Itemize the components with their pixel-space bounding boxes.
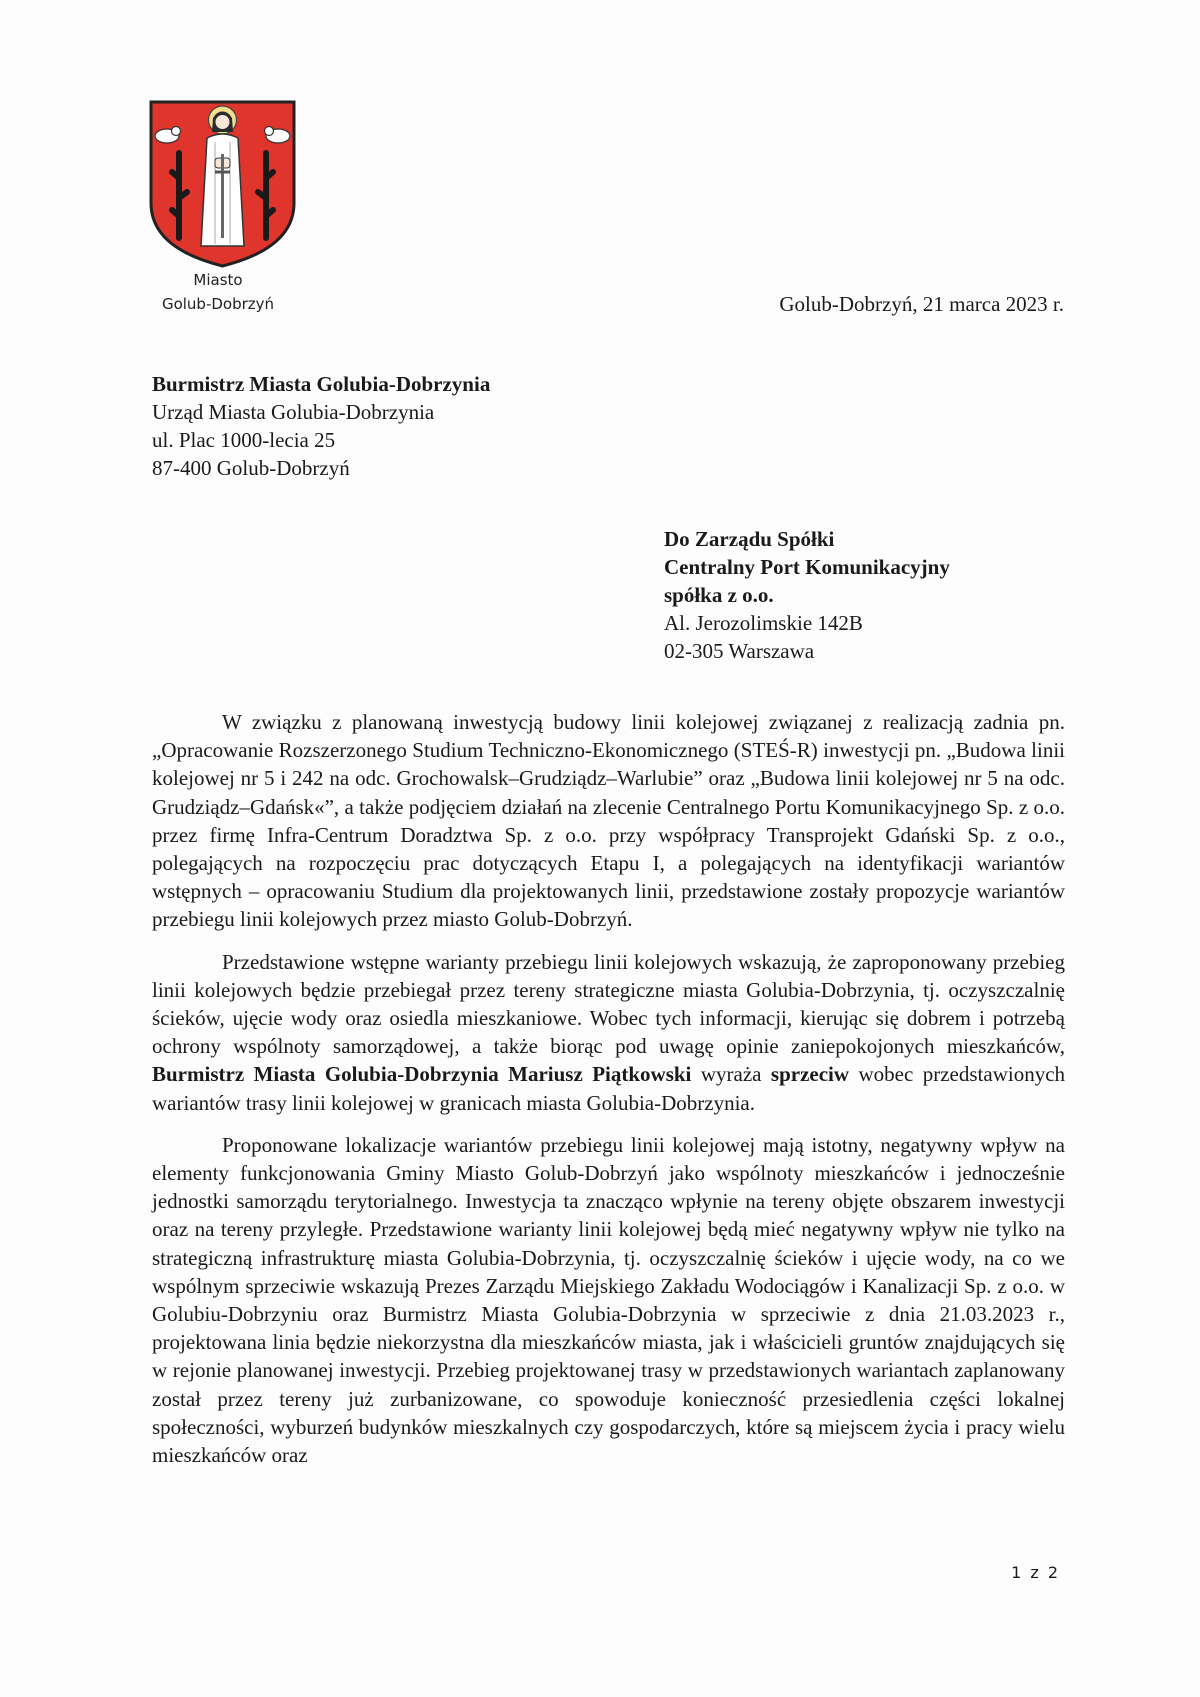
p2-text-e: wobec przedstawionych wariantów trasy linii kolejowej w granicach miasta Golubia-Dobrzynia. [152, 1062, 1066, 1115]
page-number: 1 z 2 [1011, 1563, 1060, 1582]
p2-text-a: Przedstawione wstępne warianty przebiegu linii kolejowych wskazują, że zaproponowany przebieg linii kolejowych będzie przebiegał przez tereny strategiczne miasta Golubia-Dobrzynia, tj. oczyszczalnię ścieków, ujęcie wody oraz osiedla mieszkaniowe. Wobec tych informacji, kierując się dobrem i potrzebą ochrony wspólnoty samorządowej, a także biorąc pod uwagę opinie zaniepokojonych mieszkańców, [152, 949, 1065, 1059]
letter-body [152, 708, 1065, 1483]
recipient-street: Al. Jerozolimskie 142B [664, 611, 863, 635]
p2-signatory: Burmistrz Miasta Golubia-Dobrzynia Mariusz Piątkowski [152, 1062, 692, 1087]
sender-city: 87-400 Golub-Dobrzyń [152, 456, 350, 480]
letter-date: Golub-Dobrzyń, 21 marca 2023 r. [779, 292, 1064, 316]
p2-text-c: wyraża [691, 1062, 771, 1087]
recipient-block [664, 525, 950, 665]
body-paragraph-3: Proponowane lokalizacje wariantów przebiegu linii kolejowej mają istotny, negatywny wpływ na elementy funkcjonowania Gminy Miasto Golub-Dobrzyń jako wspólnoty mieszkańców i jednocześnie jednostki samorządu terytorialnego. Inwestycja ta znacząco wpłynie na tereny objęte obszarem inwestycji oraz na tereny przyległe. Przedstawione warianty linii kolejowej będą mieć negatywny wpływ nie tylko na strategiczną infrastrukturę miasta Golubia-Dobrzynia, tj. oczyszczalnię ścieków i ujęcie wody, na co we wspólnym sprzeciwie wskazują Prezes Zarządu Miejskiego Zakładu Wodociągów i Kanalizacji Sp. z o.o. w Golubiu-Dobrzyniu oraz Burmistrz Miasta Golubia-Dobrzynia w sprzeciwie z dnia 21.03.2023 r., projektowana linia będzie niekorzystna dla mieszkańców miasta, jak i właścicieli gruntów znajdujących się w rejonie planowanej inwestycji. Przebieg projektowanej trasy w przedstawionych wariantach zaplanowany został przez tereny już zurbanizowane, co spowoduje konieczność przesiedlenia części lokalnej społeczności, wyburzeń budynków mieszkalnych czy gospodarczych, które są miejscem życia i pracy wielu mieszkańców oraz [152, 1132, 1065, 1468]
recipient-line2: Centralny Port Komunikacyjny [664, 555, 950, 579]
city-label-line1: Miasto [193, 271, 243, 289]
body-paragraph-2 [152, 948, 1065, 1117]
recipient-line3: spółka z o.o. [664, 583, 774, 607]
coat-of-arms-logo [145, 98, 300, 270]
recipient-city: 02-305 Warszawa [664, 639, 815, 663]
sender-title: Burmistrz Miasta Golubia-Dobrzynia [152, 372, 491, 396]
body-paragraph-1: W związku z planowaną inwestycją budowy linii kolejowej związanej z realizacją zadnia pn. „Opracowanie Rozszerzonego Studium Techniczno-Ekonomicznego (STEŚ-R) inwestycji pn. „Budowa linii kolejowej nr 5 i 242 na odc. Grochowalsk–Grudziądz–Warlubie” oraz „Budowa linii kolejowej nr 5 na odc. Grudziądz–Gdańsk«”, a także podjęciem działań na zlecenie Centralnego Portu Komunikacyjnego Sp. z o.o. przez firmę Infra-Centrum Doradztwa Sp. z o.o. przy współpracy Transprojekt Gdański Sp. z o.o., polegających na rozpoczęciu prac dotyczących Etapu I, a polegających na identyfikacji wariantów wstępnych – opracowaniu Studium dla projektowanych linii, przedstawione zostały propozycje wariantów przebiegu linii kolejowych przez miasto Golub-Dobrzyń. [152, 710, 1065, 932]
sender-block [152, 370, 490, 482]
sender-office: Urząd Miasta Golubia-Dobrzynia [152, 400, 435, 424]
city-label-line2: Golub-Dobrzyń [161, 295, 275, 313]
recipient-line1: Do Zarządu Spółki [664, 527, 835, 551]
sender-street: ul. Plac 1000-lecia 25 [152, 428, 336, 452]
p2-objection: sprzeciw [770, 1062, 850, 1087]
city-label [143, 268, 293, 316]
